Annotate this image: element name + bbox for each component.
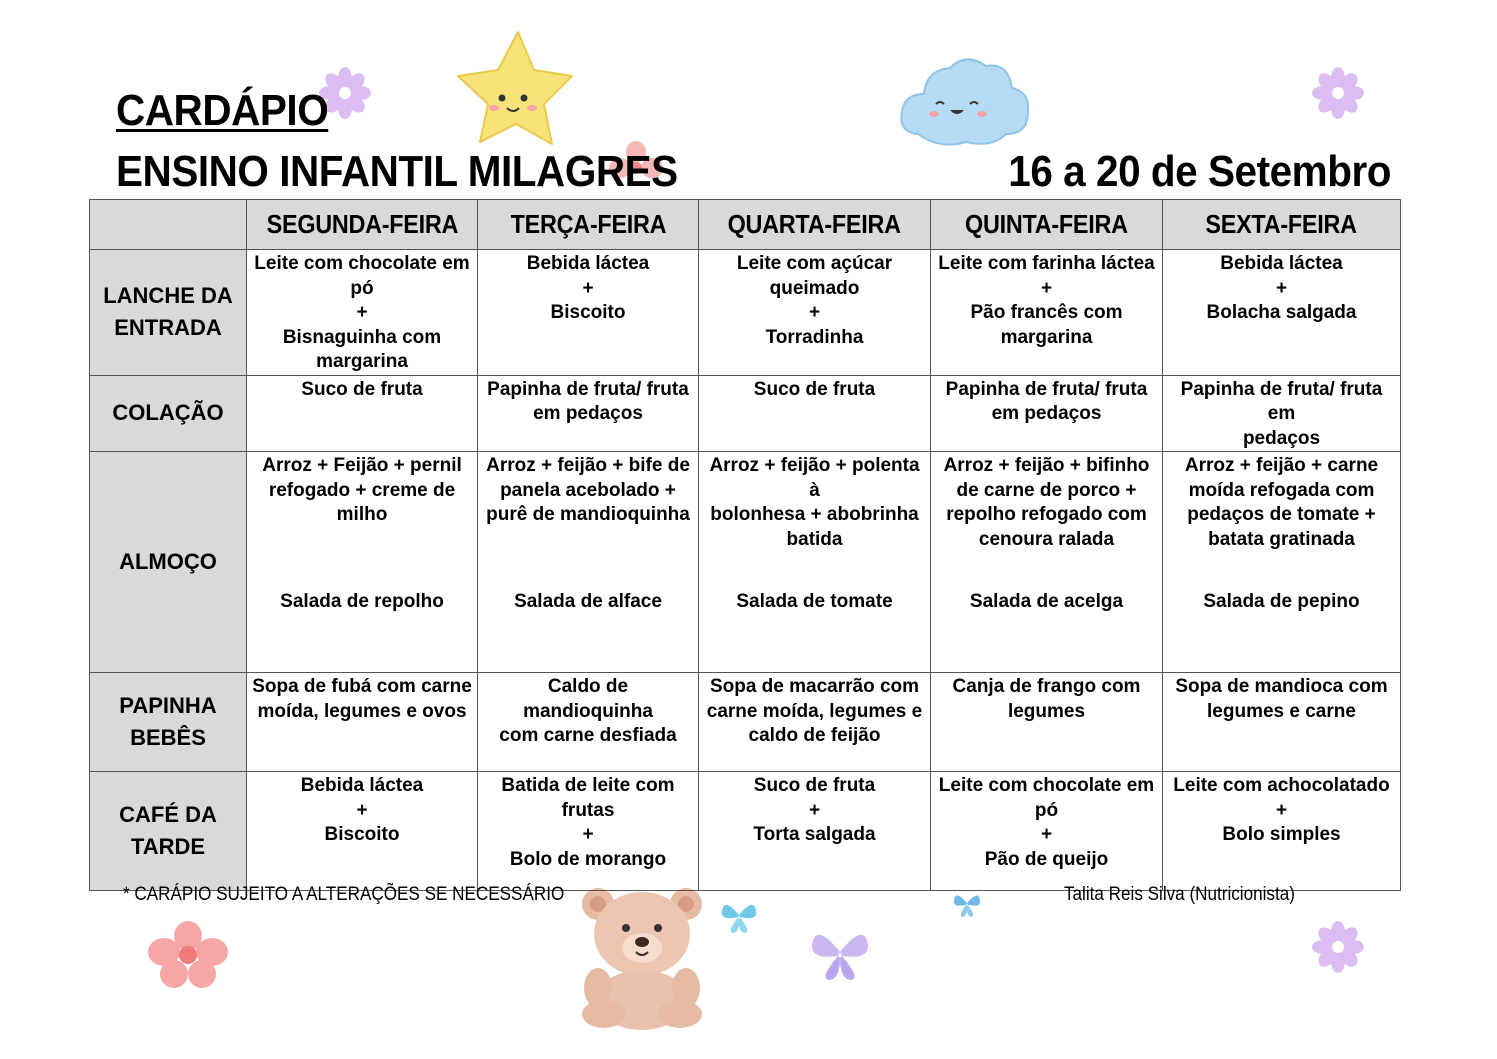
butterfly-icon xyxy=(950,888,984,920)
menu-line: Papinha de fruta/ fruta xyxy=(945,378,1148,400)
menu-line: refogado + creme de xyxy=(268,479,456,501)
menu-line: Pão francês com xyxy=(970,302,1123,323)
menu-line: Papinha de fruta/ fruta xyxy=(487,378,689,400)
menu-line: Arroz + feijão + polenta à xyxy=(709,455,920,501)
menu-line: purê de mandioquinha xyxy=(486,504,690,525)
menu-cell xyxy=(478,673,699,772)
menu-line: Bebida láctea xyxy=(300,775,424,796)
menu-line: Bisnaguinha com xyxy=(282,326,442,348)
disclaimer-note: * CARÁPIO SUJEITO A ALTERAÇÕES SE NECESSÁRIO xyxy=(123,884,565,905)
menu-cell xyxy=(478,772,699,891)
menu-cell xyxy=(247,375,478,452)
menu-line: Arroz + feijão + carne xyxy=(1184,455,1379,476)
menu-table xyxy=(89,199,1401,891)
menu-line: Sopa de mandioca com xyxy=(1175,676,1388,697)
menu-cell xyxy=(247,772,478,891)
meal-label xyxy=(90,772,247,891)
day-header: SEXTA-FEIRA xyxy=(1163,200,1401,250)
day-header: QUARTA-FEIRA xyxy=(699,200,931,250)
menu-line: cenoura ralada xyxy=(978,528,1115,550)
menu-line: moída refogada com xyxy=(1188,479,1375,501)
menu-line: de carne de porco + xyxy=(956,479,1137,501)
menu-line: Arroz + feijão + bifinho xyxy=(943,455,1150,476)
menu-line: em pedaços xyxy=(991,403,1102,424)
menu-cell xyxy=(247,250,478,376)
menu-line: pó xyxy=(1034,799,1059,821)
menu-line: Biscoito xyxy=(550,302,626,323)
menu-line: batata gratinada xyxy=(1208,528,1355,550)
menu-cell xyxy=(931,375,1163,452)
menu-cell xyxy=(931,673,1163,772)
menu-line: Arroz + Feijão + pernil xyxy=(262,455,462,476)
menu-line: margarina xyxy=(1000,326,1093,348)
menu-line: + xyxy=(356,302,368,323)
menu-line: + xyxy=(1040,824,1053,845)
meal-label-line: LANCHE DA xyxy=(103,283,233,309)
salad-line: Salada de pepino xyxy=(1203,591,1360,612)
menu-line: panela acebolado + xyxy=(500,479,676,501)
meal-label xyxy=(90,250,247,376)
menu-cell xyxy=(699,250,931,376)
menu-line: Bebida láctea xyxy=(1220,253,1343,274)
table-row xyxy=(90,452,1401,673)
menu-cell xyxy=(931,250,1163,376)
menu-line: Leite com achocolatado xyxy=(1173,775,1390,796)
day-header: TERÇA-FEIRA xyxy=(478,200,699,250)
menu-cell xyxy=(931,452,1163,673)
menu-line: Bolo de morango xyxy=(509,848,667,870)
menu-line: Batida de leite com xyxy=(501,775,675,796)
menu-line: Leite com açúcar xyxy=(736,253,893,274)
meal-label-line: COLAÇÃO xyxy=(112,400,224,426)
menu-line: Bebida láctea xyxy=(526,253,650,274)
menu-cell xyxy=(699,772,931,891)
menu-line: legumes xyxy=(1007,700,1086,722)
star-icon xyxy=(452,26,578,150)
menu-line: Arroz + feijão + bife de xyxy=(486,455,690,476)
meal-label-line: ENTRADA xyxy=(114,315,222,341)
menu-line: + xyxy=(808,302,821,323)
menu-line: queimado xyxy=(769,277,860,299)
corner-cell xyxy=(90,200,247,250)
menu-line: repolho refogado com xyxy=(946,504,1147,525)
menu-line: pó xyxy=(350,277,374,299)
menu-line: Sopa de fubá com carne xyxy=(252,676,472,697)
menu-line: Canja de frango com xyxy=(952,676,1141,697)
day-header: QUINTA-FEIRA xyxy=(931,200,1163,250)
flower-icon xyxy=(1311,66,1365,120)
menu-line: + xyxy=(582,277,594,299)
menu-line: caldo de feijão xyxy=(748,725,881,746)
menu-line: pedaços de tomate + xyxy=(1187,504,1376,525)
butterfly-icon xyxy=(718,895,760,937)
table-row xyxy=(90,673,1401,772)
menu-line: + xyxy=(356,799,368,821)
menu-cell xyxy=(699,375,931,452)
menu-line: batida xyxy=(786,528,843,550)
menu-cell xyxy=(478,375,699,452)
meal-label-line: BEBÊS xyxy=(130,725,206,750)
menu-line: Sopa de macarrão com xyxy=(709,676,920,697)
salad-line: Salada de repolho xyxy=(280,591,444,612)
menu-line: Papinha de fruta/ fruta em xyxy=(1180,378,1383,424)
table-row xyxy=(90,772,1401,891)
salad-line: Salada de tomate xyxy=(736,591,893,612)
meal-label-line: TARDE xyxy=(130,834,206,859)
menu-line: + xyxy=(1040,277,1053,299)
menu-line: Torradinha xyxy=(765,326,864,348)
meal-label xyxy=(90,673,247,772)
menu-cell xyxy=(247,452,478,673)
menu-cell xyxy=(931,772,1163,891)
menu-cell xyxy=(1163,452,1401,673)
menu-line: + xyxy=(1275,277,1288,299)
meal-label-line: ALMOÇO xyxy=(119,549,217,574)
cloud-icon xyxy=(896,48,1034,150)
menu-line: + xyxy=(808,799,821,821)
salad-line: Salada de alface xyxy=(514,591,662,612)
day-header: SEGUNDA-FEIRA xyxy=(247,200,478,250)
table-header-row xyxy=(90,200,1401,250)
nutritionist-credit: Talita Reis Silva (Nutricionista) xyxy=(1064,884,1295,905)
menu-line: moída, legumes e ovos xyxy=(257,700,467,722)
menu-cell xyxy=(1163,375,1401,452)
menu-line: + xyxy=(582,824,594,845)
teddy-bear-icon xyxy=(574,882,710,1030)
menu-line: em pedaços xyxy=(533,403,643,424)
meal-label-line: PAPINHA xyxy=(119,693,217,718)
menu-line: frutas xyxy=(561,799,615,821)
menu-cell xyxy=(699,452,931,673)
menu-cell xyxy=(1163,772,1401,891)
table-row xyxy=(90,375,1401,452)
table-row xyxy=(90,250,1401,376)
menu-line: Leite com chocolate em xyxy=(938,775,1155,796)
menu-line: pedaços xyxy=(1242,427,1321,449)
menu-cell xyxy=(699,673,931,772)
menu-cell xyxy=(1163,673,1401,772)
menu-line: Suco de fruta xyxy=(753,775,876,796)
menu-cell xyxy=(478,452,699,673)
menu-line: Pão de queijo xyxy=(984,848,1109,870)
salad-line: Salada de acelga xyxy=(969,591,1124,612)
menu-line: Leite com farinha láctea xyxy=(938,253,1155,274)
menu-cell xyxy=(1163,250,1401,376)
page-title: CARDÁPIO xyxy=(116,86,329,135)
meal-label xyxy=(90,375,247,452)
menu-cell xyxy=(247,673,478,772)
menu-line: milho xyxy=(336,504,388,525)
menu-line: Caldo de mandioquinha xyxy=(523,676,653,722)
menu-line: Biscoito xyxy=(324,824,400,845)
meal-label xyxy=(90,452,247,673)
flower-icon xyxy=(146,920,230,990)
menu-line: Leite com chocolate em xyxy=(254,253,470,274)
menu-line: legumes e carne xyxy=(1207,700,1356,722)
flower-icon xyxy=(1311,920,1365,974)
menu-line: com carne desfiada xyxy=(499,725,677,746)
menu-line: margarina xyxy=(316,351,408,372)
menu-line: carne moída, legumes e xyxy=(706,700,923,722)
date-range: 16 a 20 de Setembro xyxy=(1008,147,1391,196)
menu-line: Bolacha salgada xyxy=(1206,302,1357,323)
menu-line: Bolo simples xyxy=(1222,824,1341,845)
butterfly-icon xyxy=(806,922,874,984)
menu-cell xyxy=(478,250,699,376)
menu-line: Suco de fruta xyxy=(753,378,876,400)
menu-line: + xyxy=(1275,799,1288,821)
meal-label-line: CAFÉ DA xyxy=(119,802,217,827)
menu-line: Suco de fruta xyxy=(301,378,423,400)
school-name: ENSINO INFANTIL MILAGRES xyxy=(116,147,678,196)
menu-line: bolonhesa + abobrinha xyxy=(710,504,919,525)
menu-line: Torta salgada xyxy=(753,824,876,845)
